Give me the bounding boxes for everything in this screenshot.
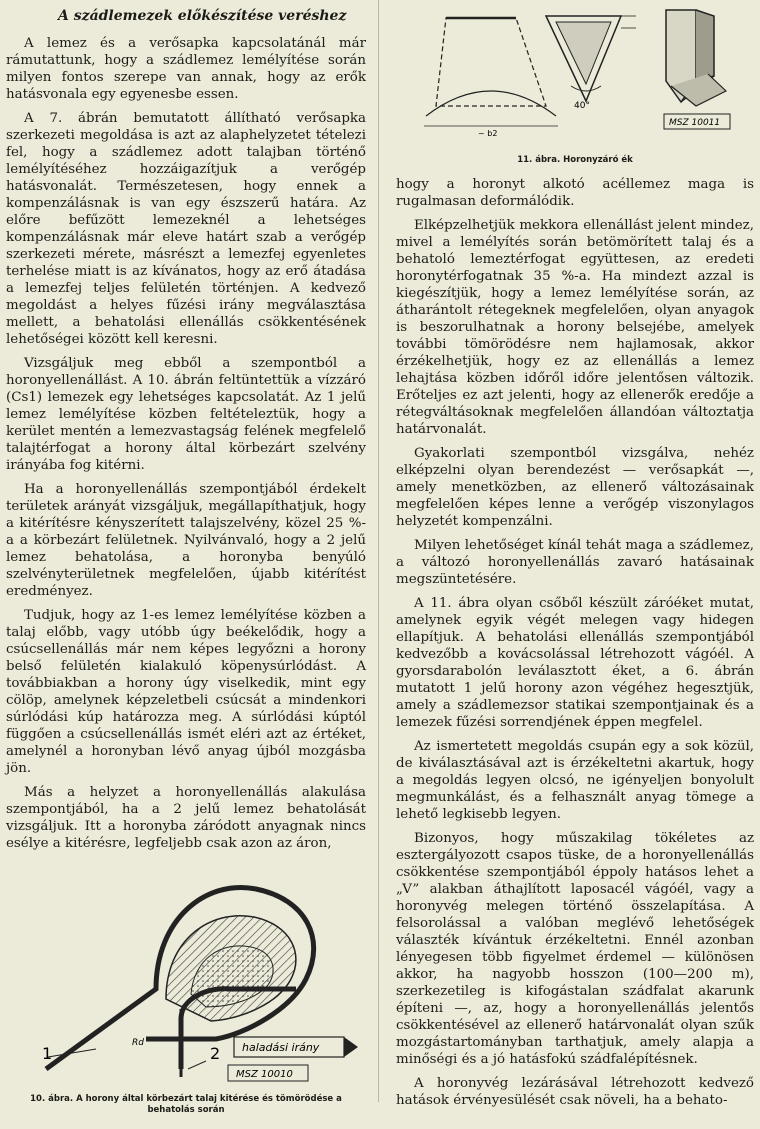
dimension-label: Rd <box>132 1038 144 1048</box>
paragraph: Ha a horonyellenállás szempontjából érdekelt területek arányát vizsgáljuk, megállapíthatjuk, hogy a kitérítésre kényszerített talajszelvény, közel 25 %-a a körbezárt felületnek. Nyilvánvaló, hogy a 2 jelű lemez behatolása, a horonyba benyúló szelvényterületnek megfelelően, újabb kitérítést eredményez. <box>6 482 366 599</box>
paragraph: hogy a horonyt alkotó acéllemez maga is rugalmasan deformálódik. <box>396 177 754 209</box>
figure-11-drawing <box>396 6 754 146</box>
paragraph: A horonyvég lezárásával létrehozott kedvező hatások érvényesülését csak növeli, ha a behato- <box>396 1076 754 1108</box>
paragraph: Elképzelhetjük mekkora ellenállást jelent mindez, mivel a lemélyítés során betömörített talaj és a behatoló lemeztérfogat együttesen, az eredeti horonytérfogatnak 35 %-a. Ha mindezt azzal is kiegészítjük, hogy a lemez lemélyítése során, az átharántolt rétegeknek megfelelően, olyan anyagok is beszorulhatnak a horony belsejébe, amelyek további tömörödésre nem hajlamosak, akkor érzékelhetjük, hogy ez az ellenállás a lemez lehajtása közben időről időre jelentősen változik. Erőteljes ez azt jelenti, hogy az ellenerők eredője a rétegváltásoknak megfelelően állandóan változtatja határvonalát. <box>396 218 754 437</box>
figure-10-code: MSZ 10010 <box>236 1069 293 1080</box>
column-divider <box>378 0 379 1102</box>
width-label: ~ b2 <box>478 129 498 138</box>
direction-label: haladási irány <box>242 1041 320 1054</box>
figure-11-caption: 11. ábra. Horonyzáró ék <box>517 155 633 165</box>
figure-10 <box>6 859 366 1129</box>
paragraph: A lemez és a verősapka kapcsolatánál már rámutattunk, hogy a szádlemez lemélyítése során milyen fontos szerepe van annak, hogy az erők hatásvonala egy egyenesbe essen. <box>6 36 366 102</box>
angle-label: 40° <box>574 101 590 111</box>
paragraph: A 7. ábrán bemutatott állítható verősapka szerkezeti megoldása is azt az alaphelyzetet tételezi fel, hogy a szádlemez adott talajban történő lemélyítéséhez hozzáigazítjuk a verőgép hatásvonalát. Természetesen, hogy ennek a kompenzálásnak is van egy észszerű határa. Az előre befűzött lemezeknél a lehetséges kompenzálásnak már eleve határt szab a verőgép szerkezeti mérete, másrészt a lemezfej egyenletes terhelése miatt is az kívánatos, hogy az erő átadása a lemezfej teljes felületén történjen. A kedvező megoldást a helyes fűzési irány megválasztása mellett, a behatolási ellenállás csökkentésének lehetőségei között kell keresni. <box>6 111 366 347</box>
paragraph: Bizonyos, hogy műszakilag tökéletes az esztergályozott csapos tüske, de a horonyellenállás csökkentése szempontjából éppoly hatásos lehet a „V” alakban áthajlított laposacél vágóél, vagy a horonyvég melegen történő összelapítása. A felsorolással a valóban meglévő lehetőségek választék kívántuk érzékeltetni. Ennél azonban lényegesen több figyelmet érdemel — különösen akkor, ha nagyobb hosszon (100—200 m), szerkezetileg is kifogástalan szádfalat akarunk építeni —, az, hogy a horonyellenállás jelentős csökkentésével az ellenerő határvonalát olyan szűk mozgástartományban tarthatjuk, amely alapja a minőségi és a jó hatásfokú szádfalépítésnek. <box>396 831 754 1067</box>
figure-10-caption: 10. ábra. A horony által körbezárt talaj kitérése és tömörödése a behatolás során <box>30 1094 342 1115</box>
right-column <box>396 0 754 1116</box>
figure-10-drawing <box>6 859 366 1089</box>
label-2: 2 <box>210 1044 221 1063</box>
figure-11 <box>396 6 754 166</box>
paragraph: Tudjuk, hogy az 1-es lemez lemélyítése közben a talaj előbb, vagy utóbb úgy beékelődik, hogy a csúcsellenállás már nem képes legyőzni a horony belső felületén kialakuló köpenysúrlódást. A továbbiakban a horony úgy viselkedik, mint egy cölöp, amelynek képzeletbeli csúcsát a mindenkori súrlódási kúp határozza meg. A súrlódási kúptól függően a csúcsellenállás ismét eléri azt az értéket, amelynél a horonyban lévő anyag újból mozgásba jön. <box>6 608 366 776</box>
figure-11-code: MSZ 10011 <box>669 118 721 128</box>
paragraph: Vizsgáljuk meg ebből a szempontból a horonyellenállást. A 10. ábrán feltüntettük a vízzáró (Cs1) lemezek egy lehetséges kapcsolatát. Az 1 jelű lemez lemélyítése közben feltételeztük, hogy a kerület mentén a lemezvastagság felének megfelelő talajtérfogat a horony által körbezárt szelvény irányába fog kitérni. <box>6 356 366 473</box>
right-text <box>396 176 754 1109</box>
left-text <box>6 35 366 852</box>
paragraph: Gyakorlati szempontból vizsgálva, nehéz elképzelni olyan berendezést — verősapkát —, amely menetközben, az ellenerő változásainak megfelelően képes lenne a verőgép viszonylagos helyzetét kompenzálni. <box>396 446 754 529</box>
left-column <box>6 0 366 1129</box>
section-title: A szádlemezek előkészítése veréshez <box>58 8 347 24</box>
paragraph: Milyen lehetőséget kínál tehát maga a szádlemez, a változó horonyellenállás zavaró hatásainak megszüntetésére. <box>396 538 754 587</box>
paragraph: A 11. ábra olyan csőből készült záróéket mutat, amelynek egyik végét melegen vagy hidegen ellapítjuk. A behatolási ellenállás szempontjából kedvezőbb a kovácsolással létrehozott vágóél. A gyorsdarabolón leválasztott éket, a 6. ábrán mutatott 1 jelű horony azon végéhez hegesztjük, amely a szádlemezsor statikai szempontjainak és a lemezek fűzési sorrendjének éppen megfelel. <box>396 596 754 730</box>
paragraph: Az ismertetett megoldás csupán egy a sok közül, de kiválasztásával azt is érzékeltetni akartuk, hogy a megoldás legyen olcsó, ne igényeljen bonyolult megmunkálást, és a felhasznált anyag tömege a lehető legkisebb legyen. <box>396 739 754 822</box>
label-1: 1 <box>42 1044 53 1063</box>
paragraph: Más a helyzet a horonyellenállás alakulása szempontjából, ha a 2 jelű lemez behatolását vizsgáljuk. Itt a horonyba záródott anyagnak nincs esélye a kitérésre, legfeljebb csak azon az áron, <box>6 785 366 851</box>
